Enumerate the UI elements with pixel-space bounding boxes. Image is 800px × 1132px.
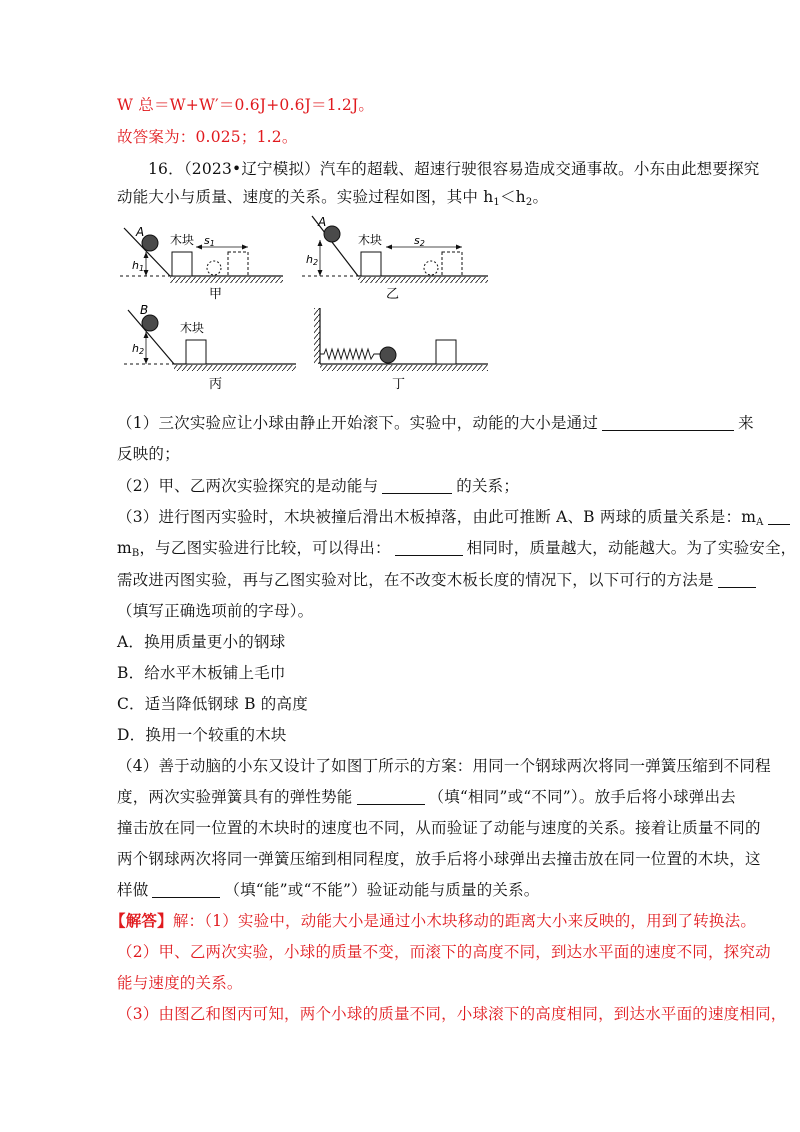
wood-block <box>172 252 192 276</box>
wood-block <box>361 252 381 276</box>
spring <box>320 349 380 359</box>
svg-text:A: A <box>318 215 327 229</box>
answer-blank-1[interactable] <box>602 414 734 431</box>
answer-line-1: 【解答】解：（1）实验中，动能大小是通过小木块移动的距离大小来反映的，用到了转换法。 <box>110 911 757 930</box>
answer-line-total-work: W 总＝W+W′＝0.6J+0.6J＝1.2J。 <box>117 96 375 114</box>
wood-block <box>436 340 456 364</box>
svg-text:h2: h2 <box>306 253 319 267</box>
answer-line-4: （3）由图乙和图丙可知，两个小球的质量不同，小球滚下的高度相同，到达水平面的速度相同， <box>117 1005 787 1023</box>
panel-label: 乙 <box>386 287 400 302</box>
panel-jia <box>120 225 283 302</box>
wood-block <box>186 340 206 364</box>
svg-text:木块: 木块 <box>180 321 205 335</box>
question-4-line-5: 样做 （填“能”或“不能”）验证动能与质量的关系。 <box>117 881 540 899</box>
steel-ball <box>142 315 158 331</box>
question-4-line-3: 撞击放在同一位置的木块时的速度也不同，从而验证了动能与速度的关系。接着让质量不同的 <box>117 819 761 837</box>
question-4-line-4: 两个钢球两次将同一弹簧压缩到相同程度，放手后将小球弹出去撞击放在同一位置的木块，这 <box>117 850 761 868</box>
panel-label: 丁 <box>392 377 406 392</box>
question-4-line-2: 度，两次实验弹簧具有的弹性势能 （填“相同”或“不同”）。放手后将小球弹出去 <box>117 788 736 806</box>
answer-blank-4a[interactable] <box>357 788 425 805</box>
option-c: C．适当降低钢球 B 的高度 <box>117 695 308 713</box>
steel-ball <box>324 226 340 242</box>
svg-text:木块: 木块 <box>358 233 383 247</box>
question-3-line-4: （填写正确选项前的字母）。 <box>117 602 314 620</box>
panel-label: 甲 <box>209 287 223 302</box>
answer-blank-2[interactable] <box>382 477 452 494</box>
panel-ding <box>314 308 488 392</box>
answer-line-summary: 故答案为：0.025；1.2。 <box>117 128 298 146</box>
svg-text:B: B <box>140 303 149 317</box>
svg-text:s2: s2 <box>414 234 425 248</box>
steel-ball <box>142 235 158 251</box>
question-3-line-1: （3）进行图丙实验时，木块被撞后滑出木板掉落，由此可推断 A、B 两球的质量关系是：$m_A$ <box>117 506 794 528</box>
answer-tag: 【解答】 <box>110 911 173 930</box>
svg-text:h2: h2 <box>132 342 145 356</box>
answer-blank-3b[interactable] <box>395 539 463 556</box>
question-2: （2）甲、乙两次实验探究的是动能与 的关系； <box>117 477 520 495</box>
option-b: B．给水平木板铺上毛巾 <box>117 664 286 682</box>
experiment-figure <box>118 214 498 398</box>
answer-line-3: 能与速度的关系。 <box>117 974 243 992</box>
panel-label: 丙 <box>209 377 223 392</box>
answer-blank-4b[interactable] <box>152 881 220 898</box>
svg-text:h1: h1 <box>132 259 145 273</box>
question-3-line-3: 需改进丙图实验，再与乙图实验对比，在不改变木板长度的情况下，以下可行的方法是 <box>117 569 760 591</box>
option-a: A．换用质量更小的钢球 <box>117 633 286 651</box>
answer-blank-3a[interactable] <box>768 508 790 525</box>
question-16-title: 16．（2023•辽宁模拟）汽车的超载、超速行驶很容易造成交通事故。小东由此想要探究 <box>148 160 760 178</box>
svg-text:木块: 木块 <box>170 233 195 247</box>
question-1-line-2: 反映的； <box>117 445 180 463</box>
option-d: D．换用一个较重的木块 <box>117 726 287 744</box>
steel-ball <box>380 347 396 363</box>
question-3-line-2: $m_B$，与乙图实验进行比较，可以得出： 相同时，质量越大，动能越大。为了实验安全， <box>117 539 797 559</box>
panel-yi <box>302 215 488 302</box>
panel-bing <box>124 303 296 392</box>
answer-blank-3c[interactable] <box>718 571 756 588</box>
question-1-line-1: （1）三次实验应让小球由静止开始滚下。实验中，动能的大小是通过 来 <box>117 414 754 432</box>
question-4-line-1: （4）善于动脑的小东又设计了如图丁所示的方案：用同一个钢球两次将同一弹簧压缩到不同程 <box>117 757 771 775</box>
svg-text:s1: s1 <box>204 234 215 248</box>
svg-text:A: A <box>136 225 145 239</box>
answer-line-2: （2）甲、乙两次实验，小球的质量不变，而滚下的高度不同，到达水平面的速度不同，探究动 <box>117 943 771 961</box>
question-16-intro: 动能大小与质量、速度的关系。实验过程如图，其中 $h_1<h_2$。 <box>117 188 549 208</box>
